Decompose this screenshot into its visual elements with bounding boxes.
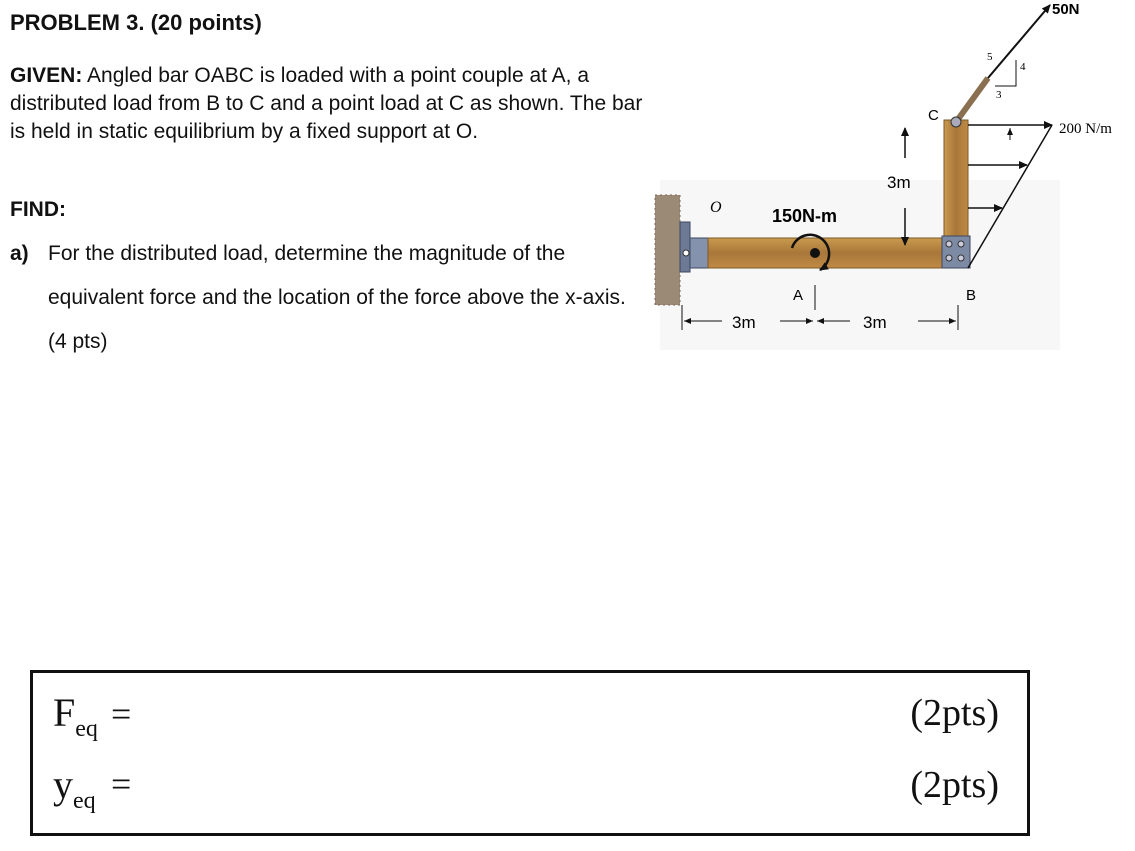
- answer-row-feq: [33, 685, 1027, 745]
- yeq-symbol: $y_{eq}$: [53, 762, 96, 814]
- dim-oa-label: 3m: [732, 313, 756, 332]
- part-a-label: a): [10, 242, 29, 265]
- point-label-a: A: [793, 287, 804, 304]
- wall: [655, 195, 680, 305]
- yeq-points: (2pts): [910, 764, 999, 806]
- yeq-equals: =: [111, 764, 132, 804]
- find-label: FIND:: [10, 198, 66, 221]
- point-label-c: C: [928, 107, 939, 124]
- dim-vertical-label: 3m: [887, 173, 911, 192]
- moment-label: 150N-m: [772, 206, 838, 226]
- given-text: Angled bar OABC is loaded with a point couple at A, a distributed load from B to C and a point load at C as shown. The bar is held in static equilibrium by a fixed support at O.: [10, 64, 643, 143]
- answer-row-yeq: [33, 759, 1027, 819]
- force-label: 50N: [1052, 1, 1080, 18]
- feq-points: (2pts): [910, 692, 999, 734]
- slope-label-4: 4: [1020, 61, 1026, 73]
- part-a-text: For the distributed load, determine the magnitude of the equivalent force and the location of the force above the x-axis. (4 pts): [48, 242, 626, 353]
- distributed-load-label: 200 N/m: [1059, 121, 1112, 137]
- joint-b: [942, 236, 970, 268]
- fixed-support: [680, 222, 690, 272]
- given-label: GIVEN:: [10, 64, 83, 87]
- slope-label-5: 5: [987, 51, 993, 63]
- part-a: [10, 232, 650, 364]
- bar-diagram: [650, 0, 1135, 360]
- problem-title: PROBLEM 3. (20 points): [10, 10, 262, 35]
- answer-box: [30, 670, 1030, 836]
- point-label-o: O: [710, 199, 722, 216]
- feq-equals: =: [111, 694, 132, 734]
- feq-symbol: $F_{eq}$: [53, 690, 98, 742]
- given-statement: [10, 62, 650, 146]
- point-label-b: B: [966, 287, 977, 304]
- dim-ab-label: 3m: [863, 313, 887, 332]
- slope-label-3: 3: [996, 89, 1002, 101]
